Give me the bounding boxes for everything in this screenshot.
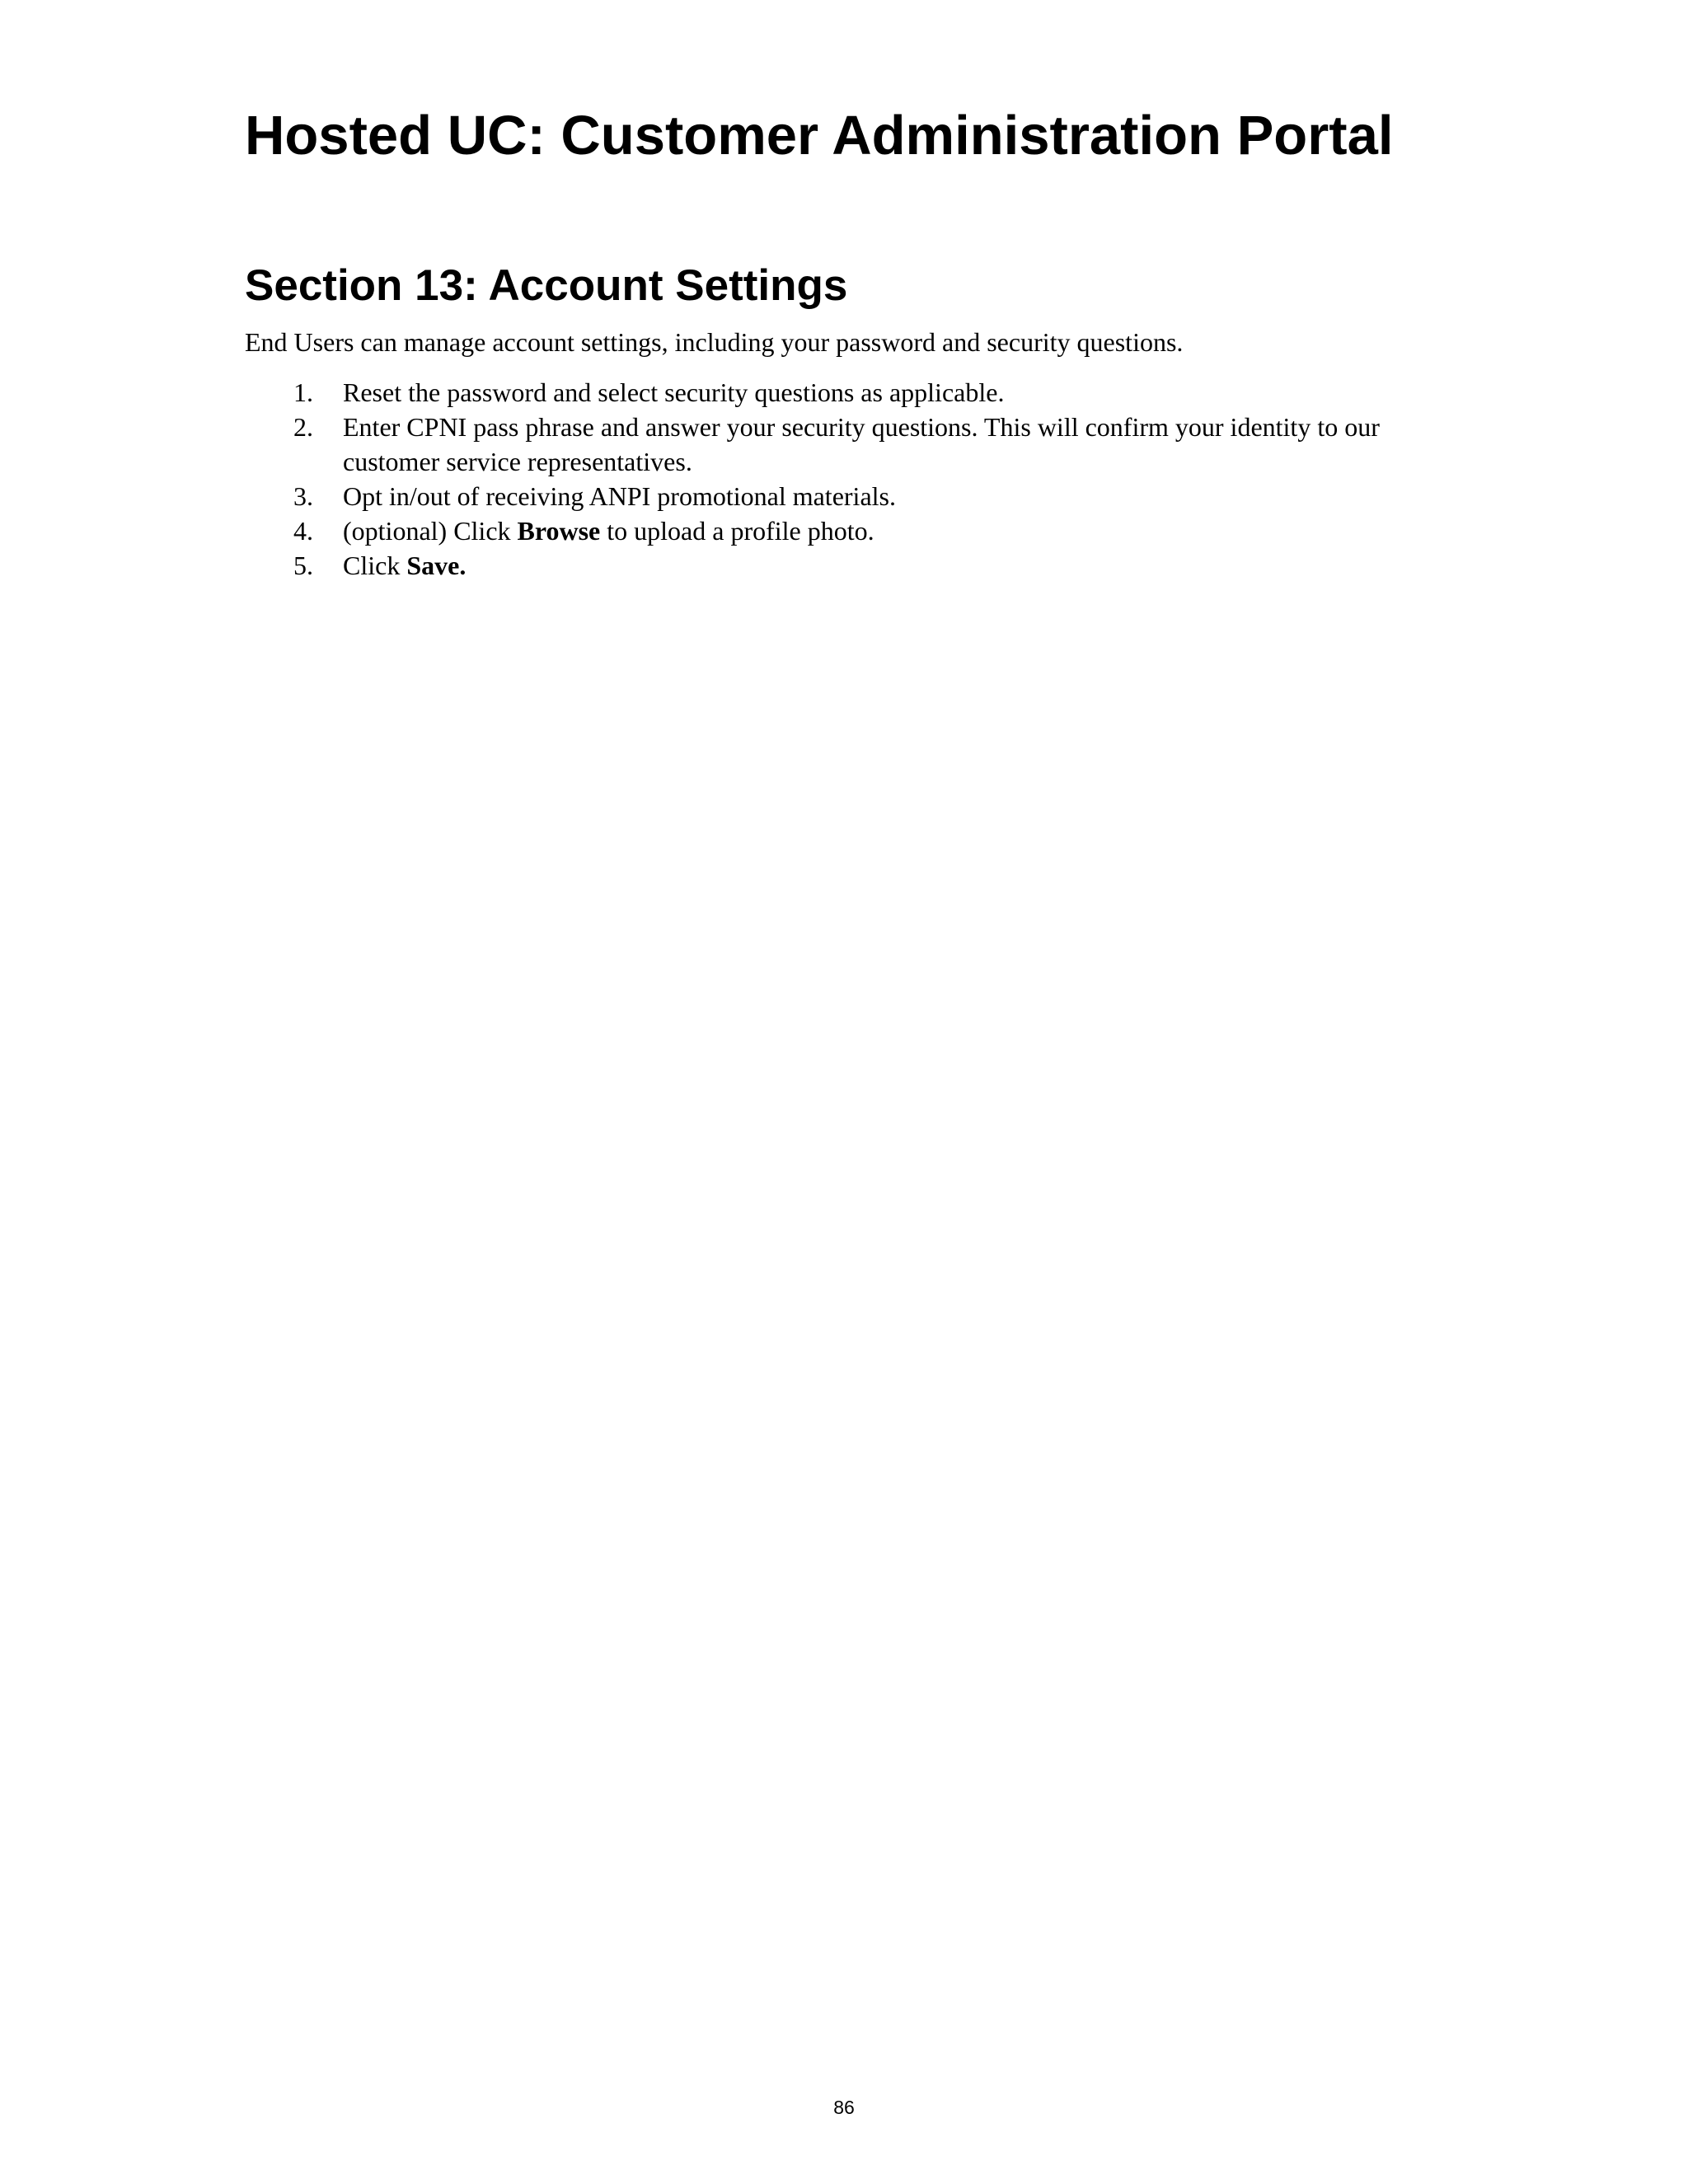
list-item	[245, 479, 1447, 513]
browse-label: Browse	[517, 516, 601, 546]
step-number: 2.	[293, 412, 313, 442]
list-item	[245, 410, 1447, 479]
step-number: 1.	[293, 377, 313, 407]
list-item	[245, 548, 1447, 583]
step-text: (optional) Click Browse to upload a profile photo.	[343, 516, 874, 546]
save-label: Save.	[406, 551, 467, 580]
intro-paragraph: End Users can manage account settings, including your password and security questions.	[245, 327, 1184, 357]
list-item	[245, 375, 1447, 410]
step-number: 3.	[293, 481, 313, 511]
page-number: 86	[833, 2097, 855, 2118]
step-text: Opt in/out of receiving ANPI promotional materials.	[343, 481, 896, 511]
document-title: Hosted UC: Customer Administration Portal	[245, 105, 1394, 166]
step-number: 4.	[293, 516, 313, 546]
step-number: 5.	[293, 551, 313, 580]
step-text: Enter CPNI pass phrase and answer your security questions. This will confirm your identity to our customer service representatives.	[343, 412, 1380, 476]
steps-list	[245, 375, 1447, 583]
section-heading: Section 13: Account Settings	[245, 261, 848, 310]
list-item	[245, 513, 1447, 548]
step-text: Click Save.	[343, 551, 467, 580]
step-text: Reset the password and select security questions as applicable.	[343, 377, 1005, 407]
